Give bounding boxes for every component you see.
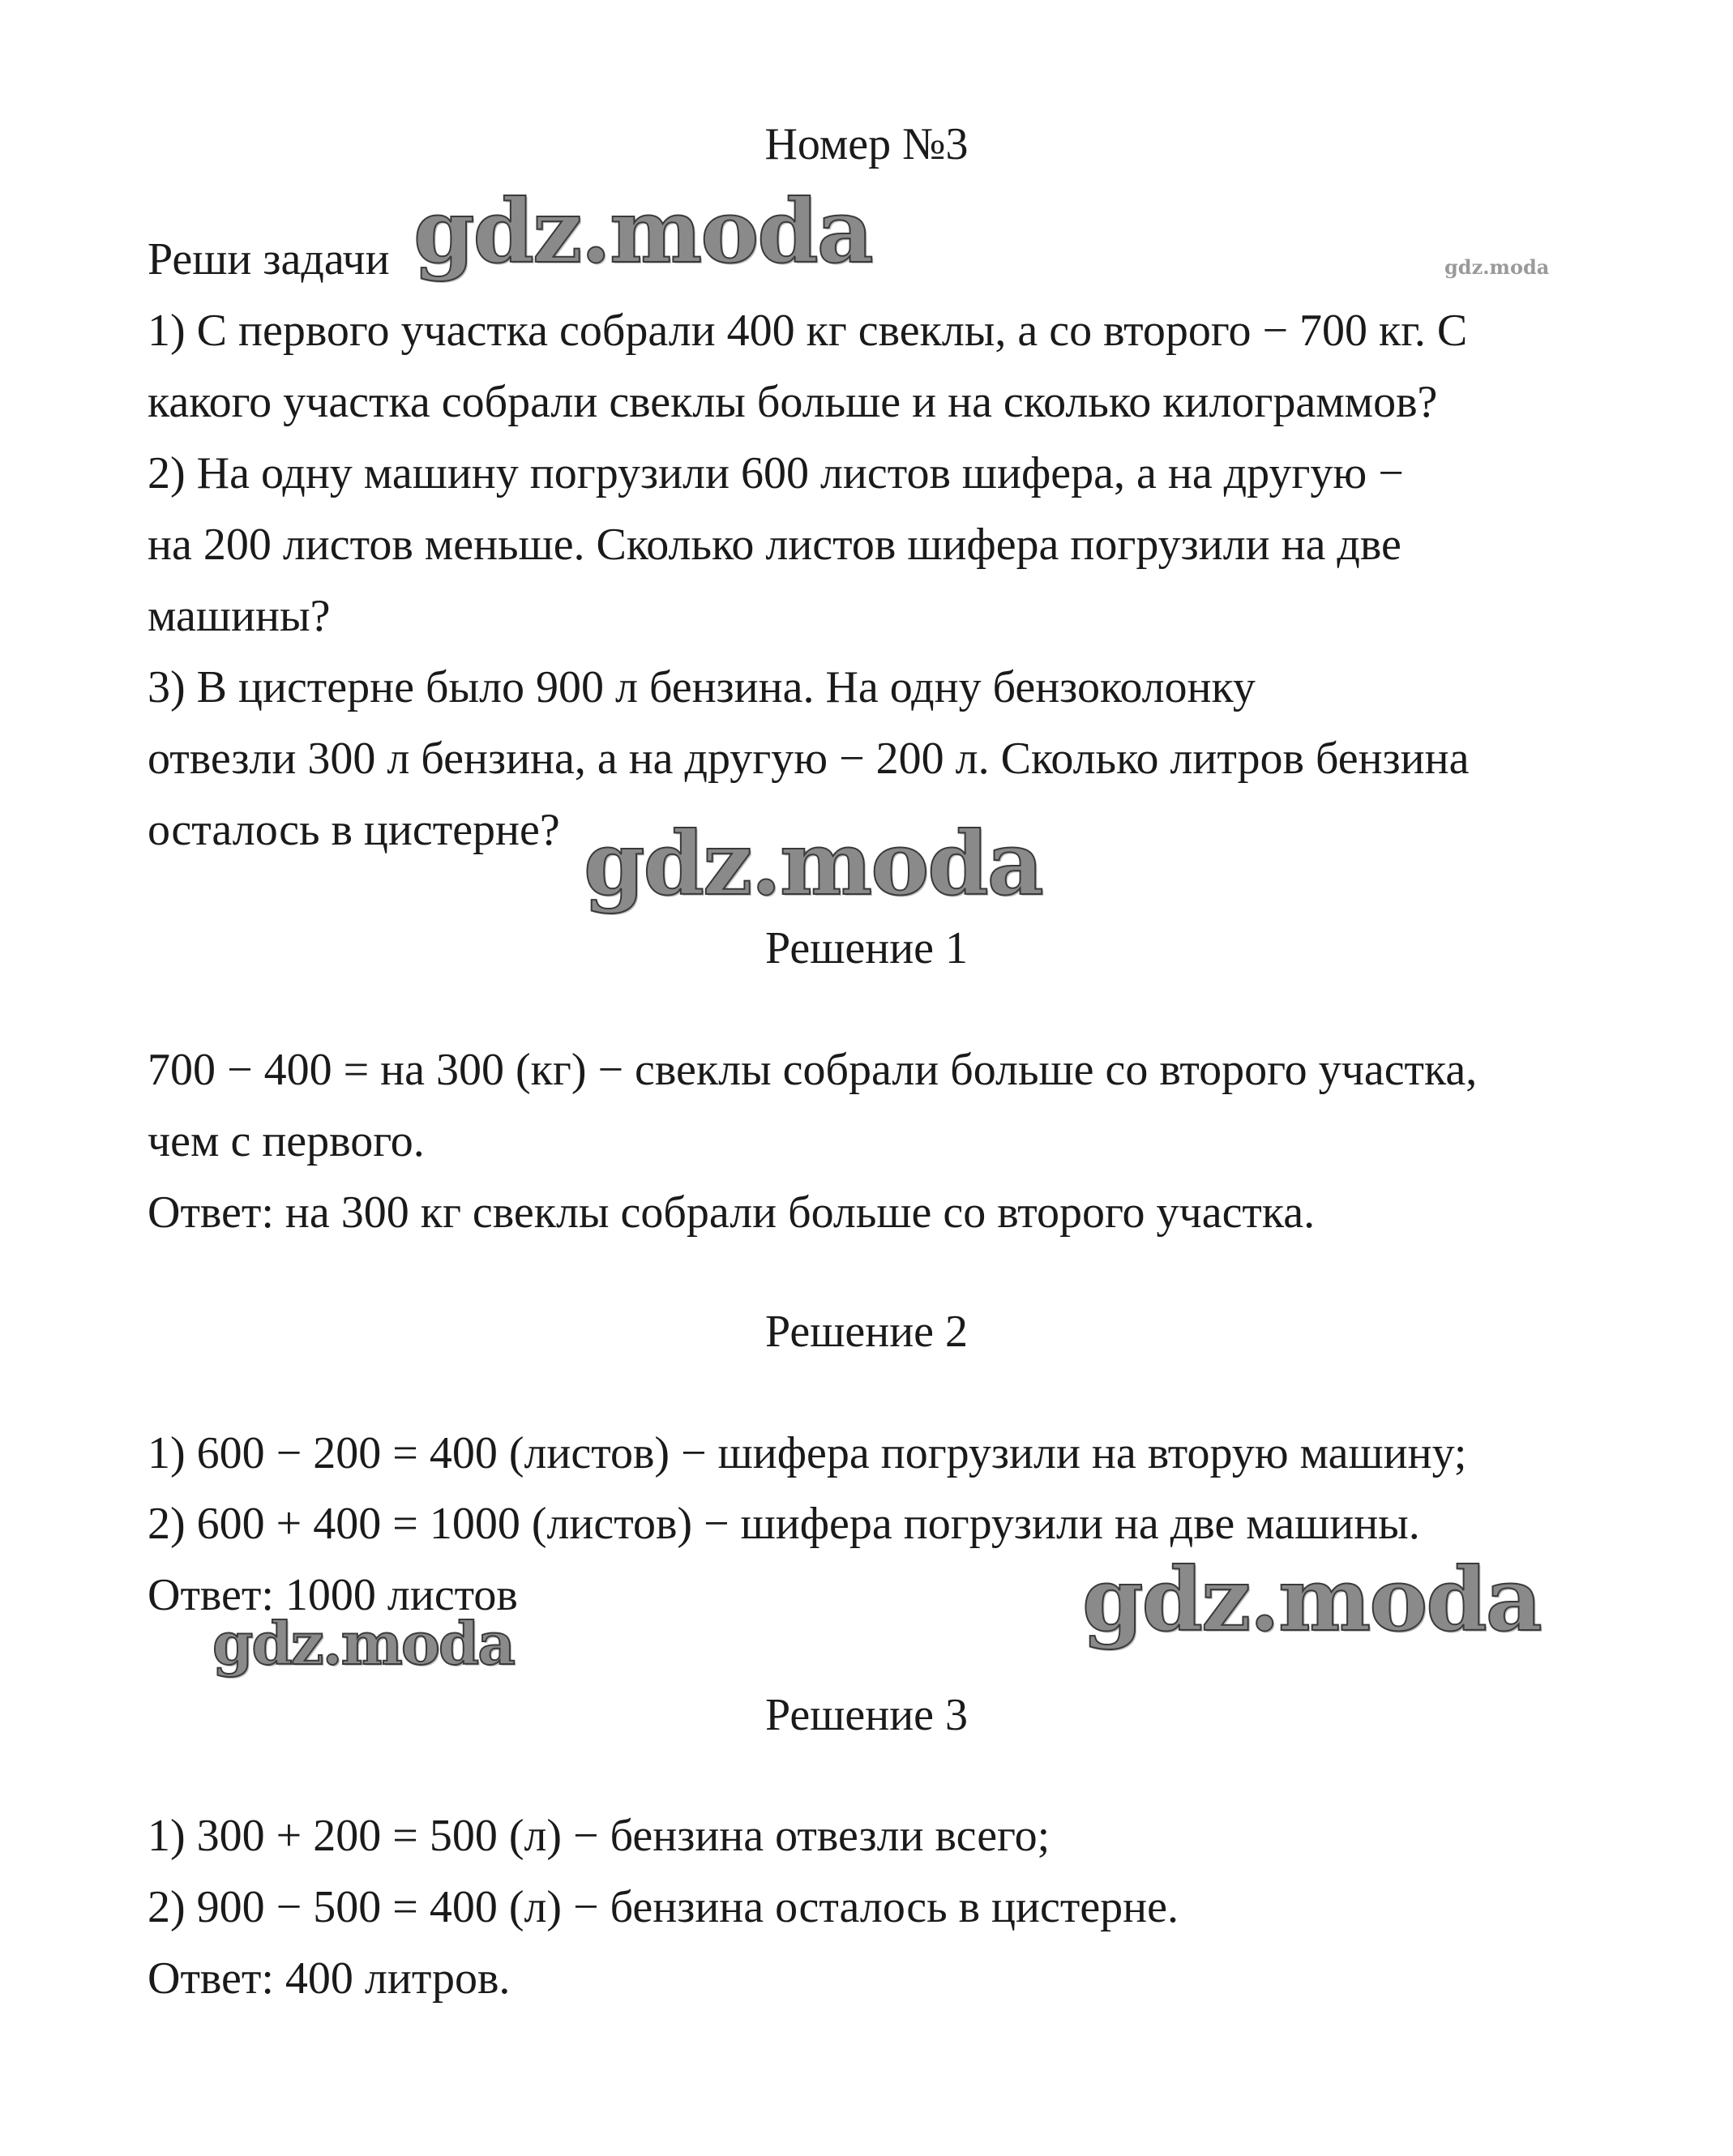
solution-line: 2) 600 + 400 = 1000 (листов) − шифера погрузили на две машины. (148, 1499, 1420, 1549)
solution-line: 700 − 400 = на 300 (кг) − свеклы собрали больше со второго участка, (148, 1045, 1478, 1095)
problem-line: какого участка собрали свеклы больше и на сколько килограммов? (148, 377, 1438, 427)
task-intro: Реши задачи (148, 234, 390, 284)
problem-line: на 200 листов меньше. Сколько листов шифера погрузили на две (148, 520, 1401, 570)
problem-line: 2) На одну машину погрузили 600 листов шифера, а на другую − (148, 448, 1404, 498)
problem-line: осталось в цистерне? (148, 805, 560, 855)
solution-line: 1) 600 − 200 = 400 (листов) − шифера погрузили на вторую машину; (148, 1428, 1467, 1478)
problem-line: отвезли 300 л бензина, а на другую − 200 л. Сколько литров бензина (148, 734, 1470, 784)
watermark: gdz.moda (584, 813, 1042, 915)
solution-3-heading: Решение 3 (764, 1690, 969, 1740)
problem-line: машины? (148, 591, 331, 641)
solution-line: 1) 300 + 200 = 500 (л) − бензина отвезли всего; (148, 1811, 1050, 1861)
problem-line: 1) С первого участка собрали 400 кг свеклы, а со второго − 700 кг. С (148, 306, 1468, 356)
solution-line: 2) 900 − 500 = 400 (л) − бензина осталось в цистерне. (148, 1882, 1179, 1932)
watermark: gdz.moda (1444, 255, 1550, 279)
solution-2-heading: Решение 2 (764, 1307, 969, 1357)
watermark: gdz.moda (212, 1609, 514, 1678)
page-title: Номер №3 (764, 119, 969, 169)
watermark: gdz.moda (1082, 1549, 1541, 1651)
answer-line: Ответ: 400 литров. (148, 1953, 511, 2004)
solution-line: чем с первого. (148, 1116, 425, 1166)
problem-line: 3) В цистерне было 900 л бензина. На одну бензоколонку (148, 662, 1256, 712)
answer-line: Ответ: на 300 кг свеклы собрали больше со второго участка. (148, 1187, 1316, 1238)
answer-line: Ответ: 1000 листов (148, 1570, 518, 1620)
watermark: gdz.moda (413, 181, 872, 283)
solution-1-heading: Решение 1 (764, 923, 969, 973)
